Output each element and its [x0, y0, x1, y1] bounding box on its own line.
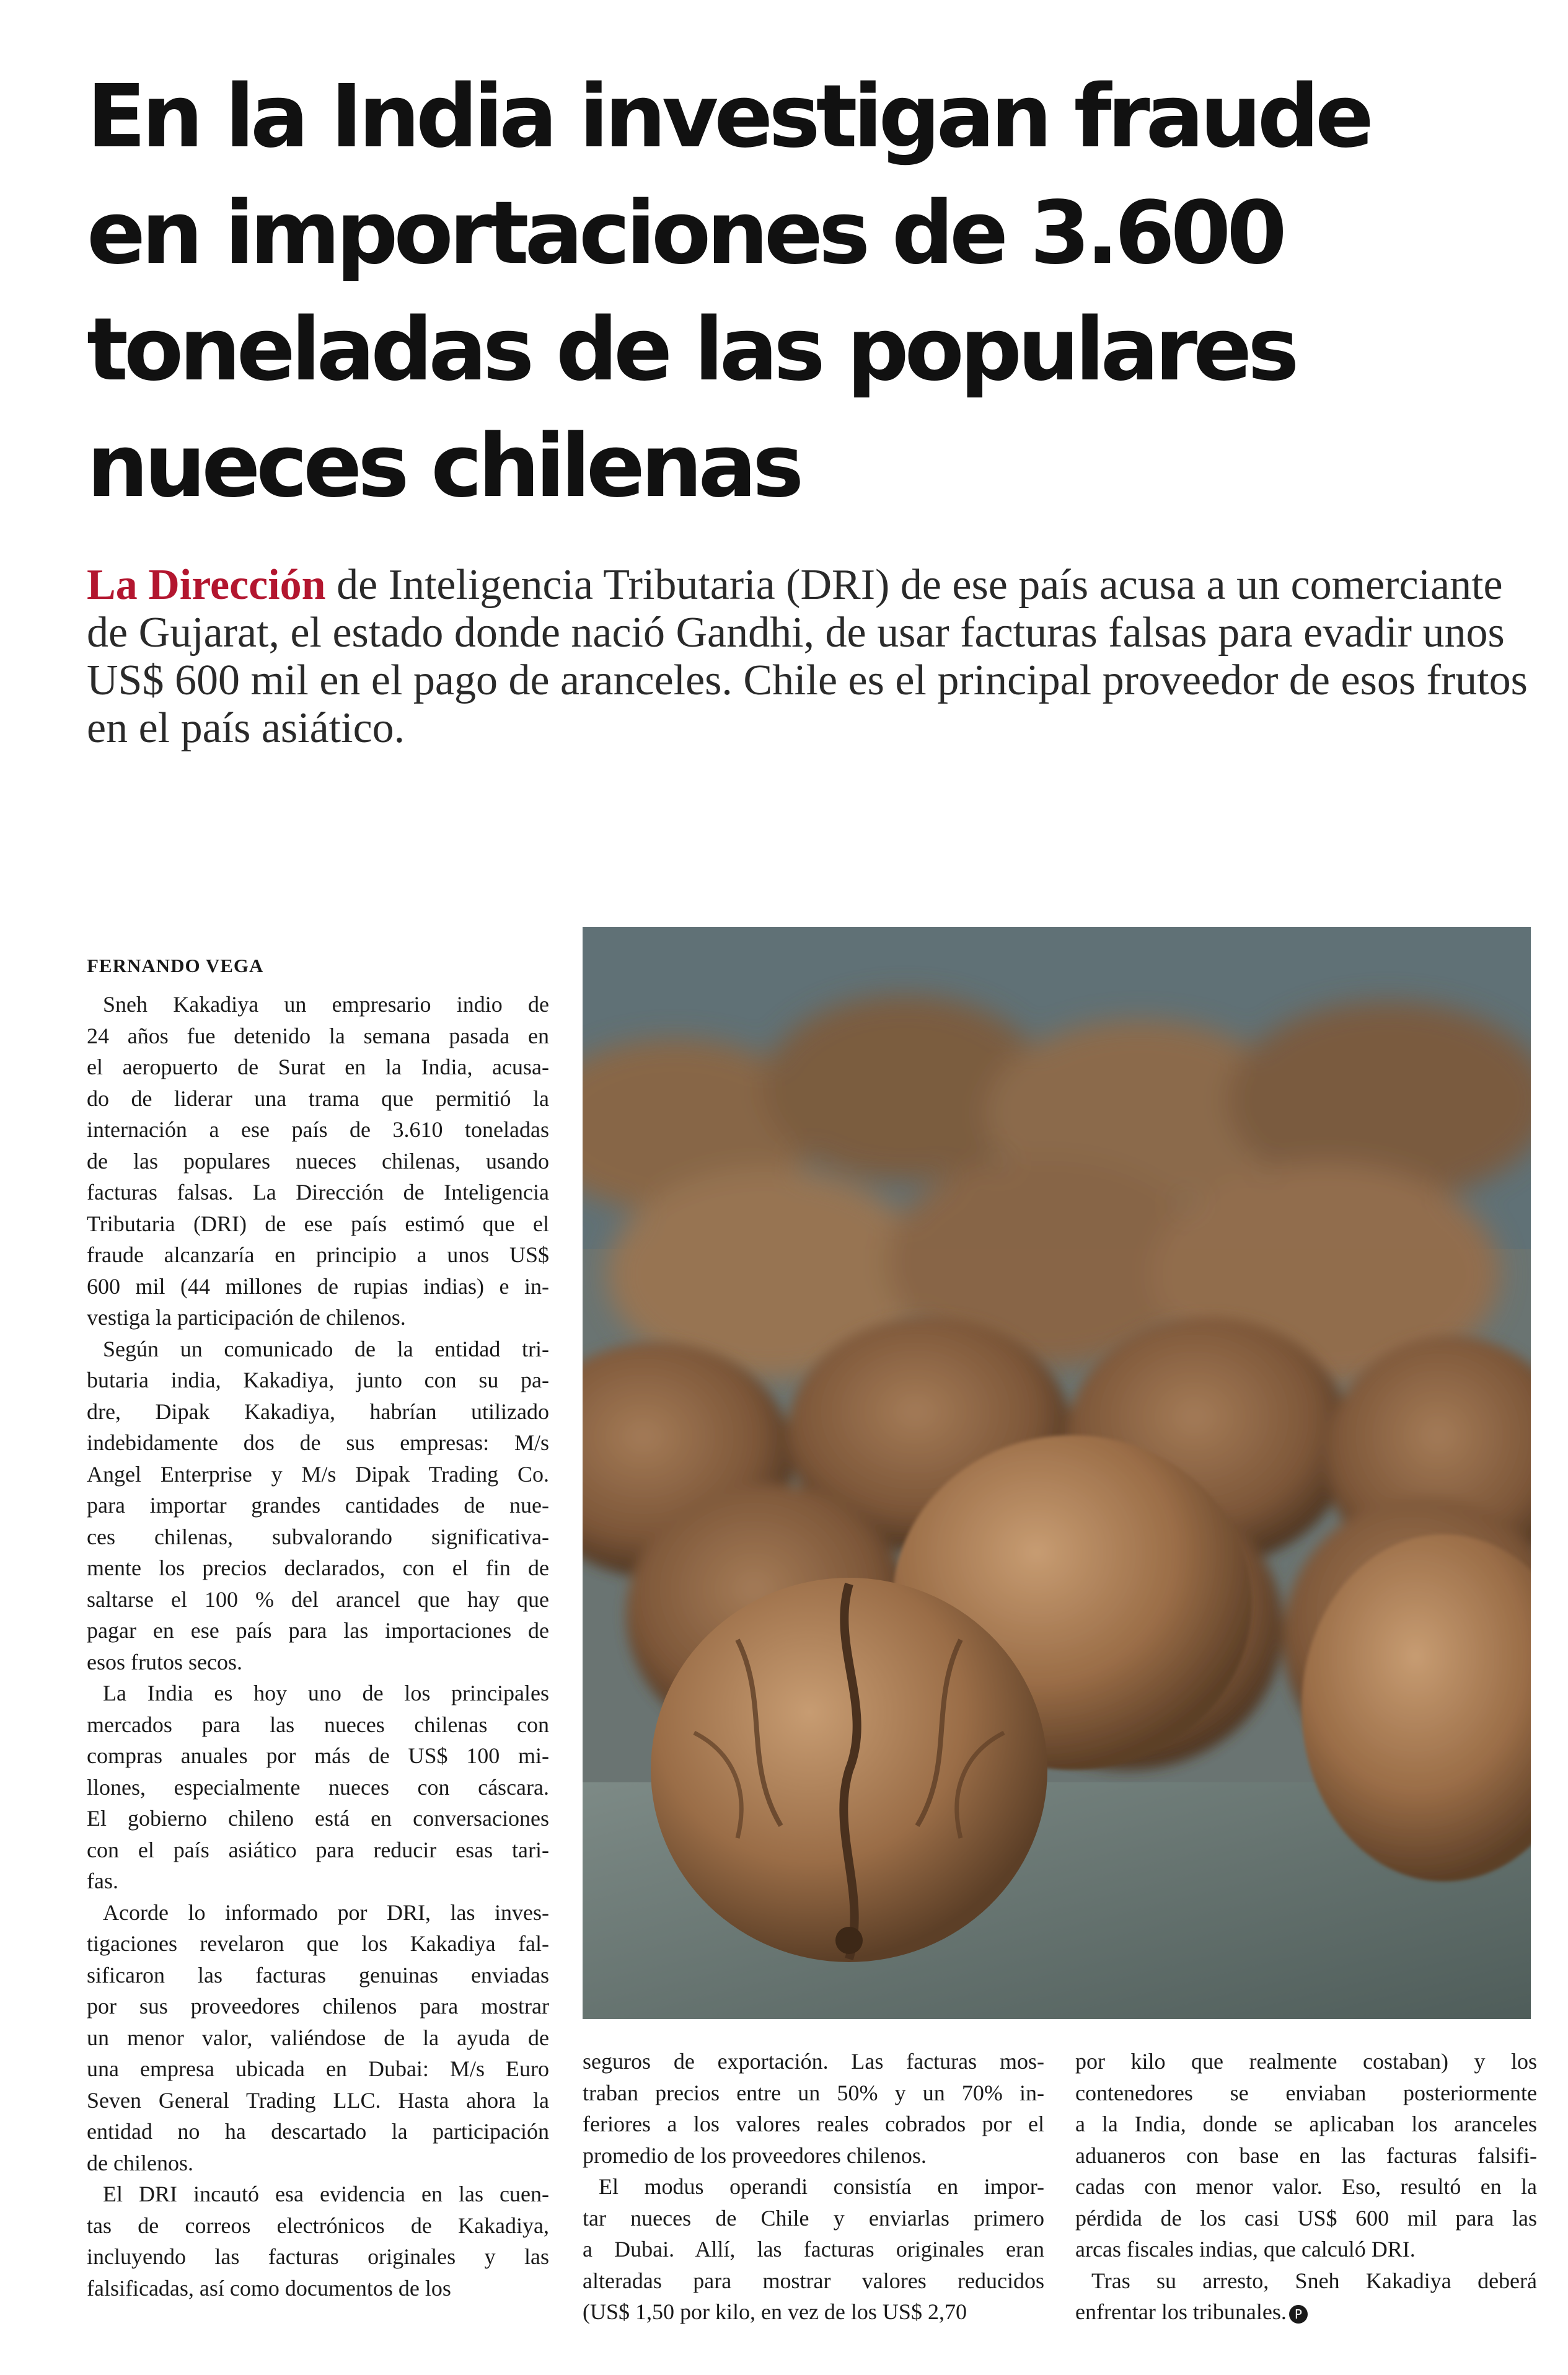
text-line: enfrentar los tribunales. P: [1075, 2296, 1537, 2328]
article-column-2: [583, 2046, 1044, 2328]
text-line: llones, especialmente nueces con cáscara.: [87, 1774, 549, 1800]
text-line: Según un comunicado de la entidad tri-: [103, 1336, 549, 1361]
headline: [87, 59, 1512, 525]
text-line: por kilo que realmente costaban) y los: [1075, 2049, 1537, 2074]
byline: FERNANDO VEGA: [87, 955, 264, 976]
text-line: traban precios entre un 50% y un 70% in-: [583, 2080, 1044, 2105]
text-line: alteradas para mostrar valores reducidos: [583, 2268, 1044, 2293]
text-line: El modus operandi consistía en impor-: [599, 2174, 1044, 2199]
text-line: por sus proveedores chilenos para mostrar: [87, 1994, 549, 2019]
lead-paragraph: [87, 561, 1528, 752]
text-line: sificaron las facturas genuinas enviadas: [87, 1962, 549, 1988]
text-line: incluyendo las facturas originales y las: [87, 2244, 549, 2269]
text-line: de chilenos.: [87, 2150, 193, 2175]
text-line: cadas con menor valor. Eso, resultó en la: [1075, 2174, 1537, 2199]
headline-line: nueces chilenas: [87, 416, 800, 517]
text-line: el aeropuerto de Surat en la India, acusa-: [87, 1055, 549, 1079]
text-line: esos frutos secos.: [87, 1649, 242, 1674]
text-line: ces chilenas, subvalorando significativa-: [87, 1524, 549, 1549]
text-line: a Dubai. Allí, las facturas originales eran: [583, 2237, 1044, 2262]
text-line: saltarse el 100 % del arancel que hay que: [87, 1586, 549, 1612]
text-line: mercados para las nueces chilenas con: [87, 1712, 549, 1737]
text-line: (US$ 1,50 por kilo, en vez de los US$ 2,70: [583, 2299, 967, 2324]
text-line: con el país asiático para reducir esas tari-: [87, 1837, 549, 1862]
text-line: Angel Enterprise y M/s Dipak Trading Co.: [87, 1461, 549, 1487]
text-line: entidad no ha descartado la participación: [87, 2119, 549, 2144]
text-line: facturas falsas. La Dirección de Inteligencia: [87, 1180, 549, 1205]
text-line: Tras su arresto, Sneh Kakadiya deberá: [1091, 2268, 1537, 2293]
text-line: tar nueces de Chile y enviarlas primero: [583, 2205, 1044, 2231]
text-line: un menor valor, valiéndose de la ayuda de: [87, 2025, 549, 2050]
text-line: aduaneros con base en las facturas falsifi-: [1075, 2143, 1537, 2168]
text-line: feriores a los valores reales cobrados por el: [583, 2112, 1044, 2136]
text-line: Sneh Kakadiya un empresario indio de: [103, 992, 549, 1017]
text-line: pagar en ese país para las importaciones de: [87, 1618, 549, 1643]
text-line: Tributaria (DRI) de ese país estimó que el: [87, 1211, 549, 1236]
end-mark-icon: P: [1289, 2305, 1308, 2324]
text-line: mente los precios declarados, con el fin de: [87, 1555, 549, 1580]
text-line: indebidamente dos de sus empresas: M/s: [87, 1430, 549, 1455]
article-column-3: [1075, 2046, 1537, 2328]
text-line: 600 mil (44 millones de rupias indias) e in-: [87, 1273, 549, 1299]
text-line: tas de correos electrónicos de Kakadiya,: [87, 2213, 549, 2238]
lead-line: de Gujarat, el estado donde nació Gandhi, de usar facturas falsas para evadir unos: [87, 609, 1505, 657]
text-line: butaria india, Kakadiya, junto con su pa-: [87, 1368, 549, 1392]
text-line: a la India, donde se aplicaban los aranceles: [1075, 2112, 1537, 2136]
text-line: internación a ese país de 3.610 toneladas: [87, 1117, 549, 1142]
text-line: pérdida de los casi US$ 600 mil para las: [1075, 2205, 1537, 2231]
lead-highlight: La Dirección: [87, 561, 326, 609]
text-line: contenedores se enviaban posteriormente: [1075, 2080, 1537, 2105]
article-column-1: [87, 989, 549, 2304]
lead-line: [87, 561, 1525, 609]
text-line: La India es hoy uno de los principales: [103, 1681, 549, 1705]
text-line: para importar grandes cantidades de nue-: [87, 1493, 549, 1518]
walnuts-illustration: [583, 927, 1531, 2019]
text-line: El gobierno chileno está en conversaciones: [87, 1806, 549, 1831]
text-line: Seven General Trading LLC. Hasta ahora la: [87, 2087, 549, 2113]
text-line: arcas fiscales indias, que calculó DRI.: [1075, 2237, 1416, 2262]
text-line: vestiga la participación de chilenos.: [87, 1305, 406, 1330]
text-line: promedio de los proveedores chilenos.: [583, 2143, 927, 2168]
text-line: El DRI incautó esa evidencia en las cuen-: [103, 2182, 549, 2206]
text-line: fraude alcanzaría en principio a unos US$: [87, 1242, 549, 1267]
lead-text: de Inteligencia Tributaria (DRI) de ese país acusa a un comerciante: [325, 561, 1503, 609]
lead-line: en el país asiático.: [87, 704, 405, 752]
text-line: do de liderar una trama que permitió la: [87, 1086, 549, 1111]
text-line: falsificadas, así como documentos de los: [87, 2275, 451, 2301]
text-line: 24 años fue detenido la semana pasada en: [87, 1023, 549, 1048]
headline-line: en importaciones de 3.600: [87, 183, 1283, 284]
text-line: de las populares nueces chilenas, usando: [87, 1148, 549, 1174]
text-line: fas.: [87, 1869, 118, 1893]
text-line: dre, Dipak Kakadiya, habrían utilizado: [87, 1399, 549, 1424]
walnuts-photo: [583, 927, 1531, 2019]
text-line: Acorde lo informado por DRI, las inves-: [103, 1900, 549, 1925]
text-line: tigaciones revelaron que los Kakadiya fal-: [87, 1931, 549, 1956]
lead-line: US$ 600 mil en el pago de aranceles. Chile es el principal proveedor de esos frutos: [87, 657, 1528, 704]
headline-line: En la India investigan fraude: [87, 66, 1370, 167]
text-line: seguros de exportación. Las facturas mos-: [583, 2049, 1044, 2074]
headline-line: toneladas de las populares: [87, 299, 1295, 400]
text-line: una empresa ubicada en Dubai: M/s Euro: [87, 2056, 549, 2081]
text-line: compras anuales por más de US$ 100 mi-: [87, 1743, 549, 1768]
